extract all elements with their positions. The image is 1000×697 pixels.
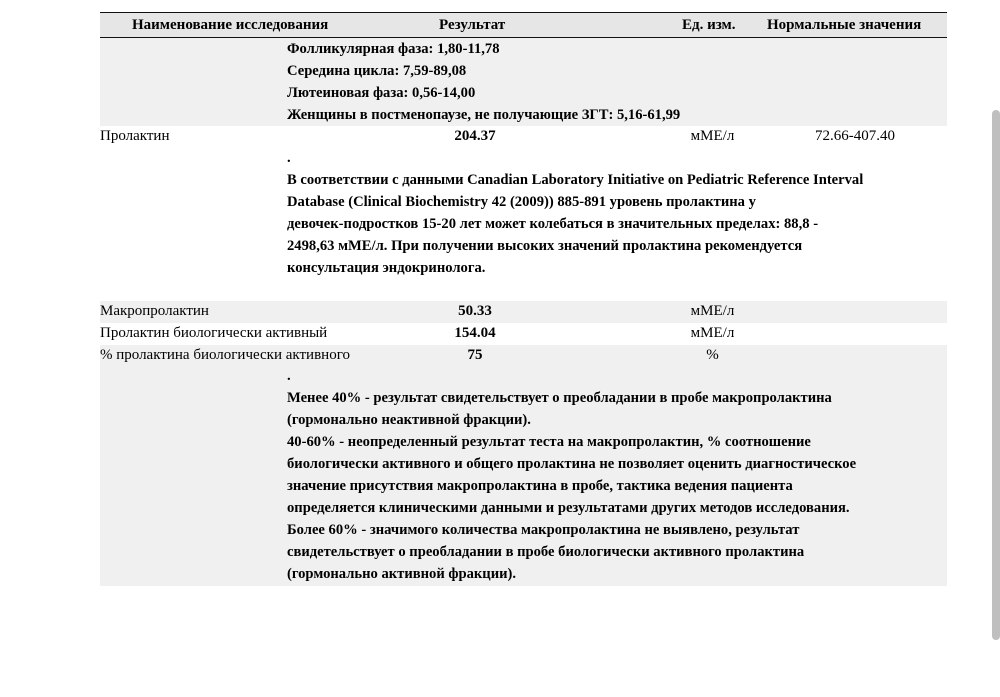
note-line: определяется клиническими данными и результатами других методов исследования. [287,500,850,516]
table-row [100,301,947,323]
note-line: . [287,150,291,166]
note-line: Менее 40% - результат свидетельствует о преобладании в пробе макропролактина [287,390,832,406]
prolactin-block [100,126,947,301]
note-line: консультация эндокринолога. [287,260,486,276]
norm-line: Середина цикла: 7,59-89,08 [287,63,467,79]
header-result: Результат [439,17,506,33]
note-line: 2498,63 мМЕ/л. При получении высоких значений пролактина рекомендуется [287,238,803,254]
table-row [100,323,947,345]
note-line: . [287,368,291,384]
header-unit: Ед. изм. [682,17,736,33]
note-line: свидетельствует о преобладании в пробе биологически активного пролактина [287,544,805,560]
note-line: значение присутствия макропролактина в пробе, тактика ведения пациента [287,478,793,494]
test-value: 75 [467,347,483,363]
test-unit: % [706,347,719,363]
scrollbar-thumb[interactable] [992,110,1000,640]
test-name: Пролактин биологически активный [100,325,328,341]
note-line: девочек-подростков 15-20 лет может колебаться в значительных пределах: 88,8 - [287,216,819,232]
norm-line: Женщины в постменопаузе, не получающие ЗГТ: 5,16-61,99 [287,107,681,123]
lab-report [100,12,947,586]
percent-bioactive-block [100,345,947,586]
header-norm: Нормальные значения [767,17,922,33]
note-line: (гормонально активной фракции). [287,566,517,582]
note-line: Более 60% - значимого количества макропролактина не выявлено, результат [287,522,800,538]
bioactive-prolactin-block [100,323,947,345]
note-line: 40-60% - неопределенный результат теста на макропролактин, % соотношение [287,434,811,450]
test-name: Пролактин [100,128,170,144]
norm-line: Лютеиновая фаза: 0,56-14,00 [287,85,476,101]
note-line: (гормонально неактивной фракции). [287,412,531,428]
prolactin-note [287,147,863,279]
test-unit: мМЕ/л [690,128,735,144]
table-row [100,345,947,367]
previous-norms-block [100,38,947,126]
note-line: биологически активного и общего пролактина не позволяет оценить диагностическое [287,456,857,472]
percent-note [287,365,856,585]
norm-line: Фолликулярная фаза: 1,80-11,78 [287,41,500,57]
table-header [100,12,947,38]
test-unit: мМЕ/л [690,303,735,319]
test-value: 204.37 [454,128,496,144]
test-norm: 72.66-407.40 [815,128,895,144]
test-name: % пролактина биологически активного [100,347,350,363]
header-name: Наименование исследования [132,17,329,33]
test-name: Макропролактин [100,303,209,319]
test-unit: мМЕ/л [690,325,735,341]
macroprolactin-block [100,301,947,323]
test-value: 154.04 [454,325,496,341]
note-line: В соответствии с данными Canadian Laboratory Initiative on Pediatric Reference Interval [287,172,864,188]
note-line: Database (Clinical Biochemistry 42 (2009)) 885-891 уровень пролактина у [287,194,756,210]
test-value: 50.33 [458,303,492,319]
previous-norms [287,38,680,126]
table-row [100,126,947,148]
